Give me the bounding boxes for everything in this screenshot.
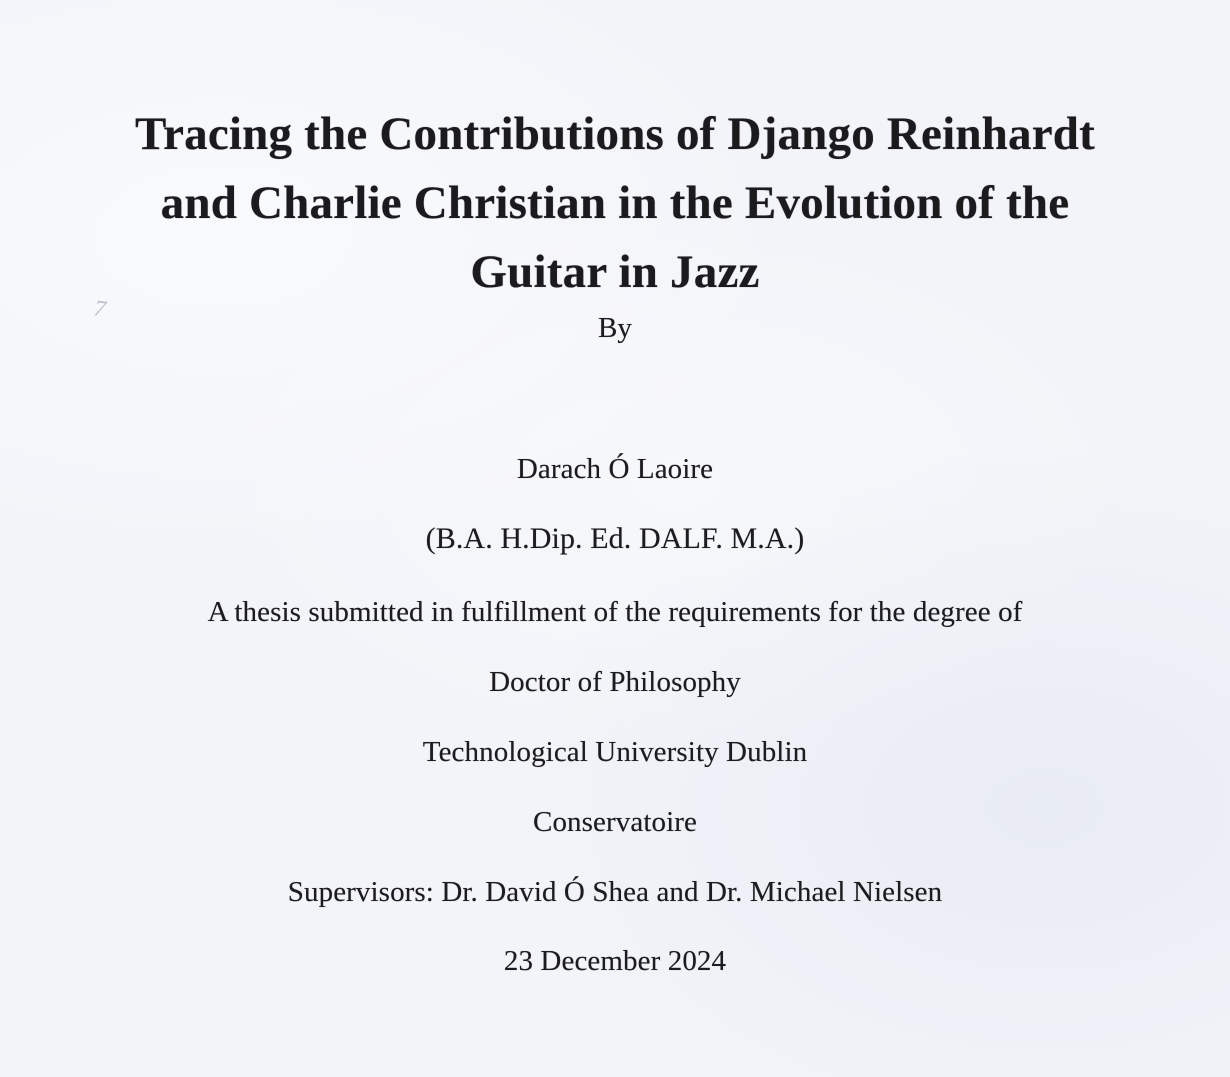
author-name: Darach Ó Laoire (516, 453, 714, 485)
thesis-title-line-3: Guitar in Jazz (470, 246, 760, 298)
by-label: By (597, 312, 633, 344)
pencil-mark: 7 (92, 295, 108, 322)
institution-name: Technological University Dublin (422, 736, 808, 768)
supervisors-line: Supervisors: Dr. David Ó Shea and Dr. Michael Nielsen (287, 876, 943, 908)
thesis-title (0, 100, 1230, 307)
thesis-title-line-1: Tracing the Contributions of Django Reinhardt (135, 108, 1095, 160)
degree-name: Doctor of Philosophy (489, 666, 741, 698)
author-credentials: (B.A. H.Dip. Ed. DALF. M.A.) (425, 522, 805, 555)
submission-date: 23 December 2024 (503, 945, 727, 977)
school-name: Conservatoire (533, 806, 697, 838)
thesis-title-line-2: and Charlie Christian in the Evolution of the (160, 177, 1070, 229)
submission-statement: A thesis submitted in fulfillment of the requirements for the degree of (207, 596, 1023, 628)
